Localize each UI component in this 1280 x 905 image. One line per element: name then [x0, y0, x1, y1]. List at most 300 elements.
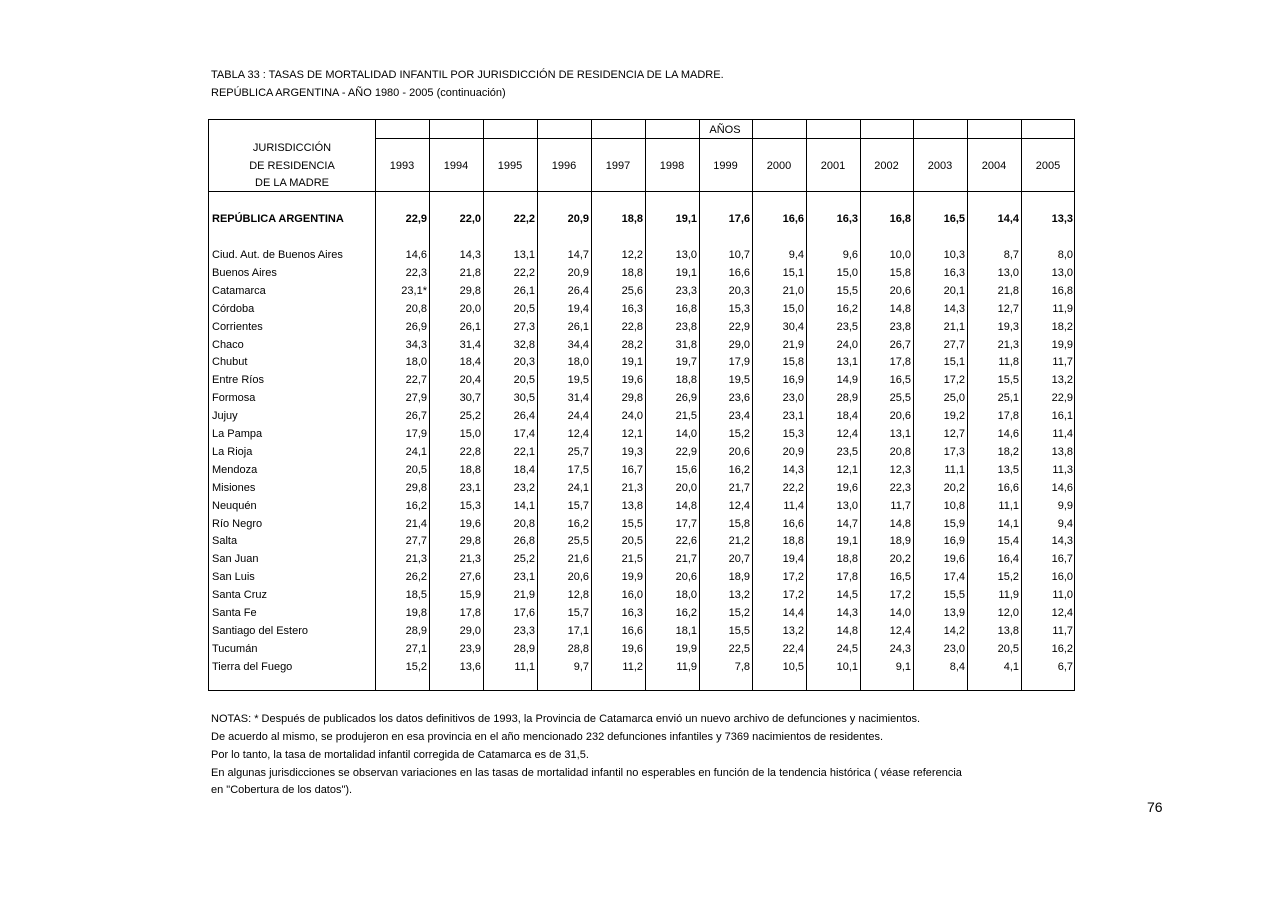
- table-row-value-1995: 25,2: [513, 553, 535, 565]
- table-row-value-1997: 16,0: [621, 589, 643, 601]
- table-row-value-2004: 15,5: [997, 374, 1019, 386]
- table-row-value-2001: 14,5: [836, 589, 858, 601]
- table-row-value-2002: 20,2: [889, 553, 911, 565]
- note-line: Por lo tanto, la tasa de mortalidad infantil corregida de Catamarca es de 31,5.: [211, 749, 589, 761]
- table-row-value-2005: 19,9: [1051, 339, 1073, 351]
- table-row-value-2002: 13,1: [889, 428, 911, 440]
- table-row-value-2002: 14,0: [889, 607, 911, 619]
- table-row-value-1993: 14,6: [405, 249, 427, 261]
- table-row-value-1998: 15,6: [675, 464, 697, 476]
- table-row-label: San Luis: [212, 571, 255, 583]
- table-row-value-1999: 23,6: [728, 392, 750, 404]
- table-row-value-2002: 18,9: [889, 535, 911, 547]
- table-row-value-1995: 26,1: [513, 285, 535, 297]
- table-row-label: Tierra del Fuego: [212, 661, 293, 673]
- table-row-value-1996: 26,1: [567, 321, 589, 333]
- column-divider: [860, 120, 861, 690]
- note-line: En algunas jurisdicciones se observan variaciones en las tasas de mortalidad infantil no esperables en función de la tendencia histórica ( véase referencia: [211, 767, 962, 779]
- table-row-value-1994: 29,8: [459, 535, 481, 547]
- table-row-value-1993: 34,3: [405, 339, 427, 351]
- table-row-label: Catamarca: [212, 285, 266, 297]
- table-row-value-1993: 18,5: [405, 589, 427, 601]
- table-row-label: Mendoza: [212, 464, 258, 476]
- table-row-value-2005: 16,8: [1051, 285, 1073, 297]
- table-row-value-1997: 25,6: [621, 285, 643, 297]
- table-row-value-1999: 17,9: [728, 356, 750, 368]
- table-row-value-2005: 14,3: [1051, 535, 1073, 547]
- table-row-value-1998: 17,7: [675, 518, 697, 530]
- table-row-value-2002: 20,6: [889, 410, 911, 422]
- table-row-value-1993: 16,2: [405, 500, 427, 512]
- table-row-value-2001: 23,5: [836, 321, 858, 333]
- table-row-value-2005: 11,0: [1052, 589, 1073, 601]
- table-row-value-1994: 15,9: [459, 589, 481, 601]
- table-row-value-1994: 20,4: [459, 374, 481, 386]
- table-row-value-2003: 10,3: [943, 249, 965, 261]
- table-row-value-1999: 15,2: [728, 607, 750, 619]
- table-row-value-2002: 25,5: [889, 392, 911, 404]
- table-row-value-1996: 17,1: [567, 625, 589, 637]
- table-row-value-1993: 21,3: [405, 553, 427, 565]
- table-row-value-2003: 17,4: [943, 571, 965, 583]
- table-row-value-2005: 9,4: [1057, 518, 1073, 530]
- table-row-value-1997: 19,6: [621, 374, 643, 386]
- table-row-value-1994: 22,8: [459, 446, 481, 458]
- table-row-value-1993: 17,9: [405, 428, 427, 440]
- table-row-value-1996: 25,5: [567, 535, 589, 547]
- table-row-value-2002: 24,3: [889, 643, 911, 655]
- table-row-value-2001: 19,6: [836, 482, 858, 494]
- table-row-value-1997: 22,8: [621, 321, 643, 333]
- table-row-value-1999: 20,6: [728, 446, 750, 458]
- year-header-2000: 2000: [766, 160, 792, 172]
- table-row-value-2005: 11,9: [1052, 303, 1073, 315]
- table-row-value-1996: 25,7: [567, 446, 589, 458]
- table-row-value-2004: 11,9: [998, 589, 1019, 601]
- table-row-value-1995: 17,6: [513, 607, 535, 619]
- table-row-value-1997: 21,3: [621, 482, 643, 494]
- table-row-label: Santa Cruz: [212, 589, 268, 601]
- column-divider: [483, 120, 484, 690]
- table-row-label: Santiago del Estero: [212, 625, 309, 637]
- table-row-value-1998: 18,1: [675, 625, 697, 637]
- table-row-value-1998: 19,1: [675, 267, 697, 279]
- table-row-value-2004: 12,7: [997, 303, 1019, 315]
- table-row-value-1993: 15,2: [405, 661, 427, 673]
- table-row-value-1996: 26,4: [567, 285, 589, 297]
- table-row-value-1999: 20,7: [728, 553, 750, 565]
- table-row-value-2000: 17,2: [782, 571, 804, 583]
- table-row-value-1997: 19,3: [621, 446, 643, 458]
- table-row-value-1997: 12,1: [621, 428, 643, 440]
- table-row-value-2001: 14,7: [836, 518, 858, 530]
- total-row-value-1998: 19,1: [675, 213, 697, 225]
- column-divider: [806, 120, 807, 690]
- table-row-value-1998: 18,0: [675, 589, 697, 601]
- table-row-value-1995: 13,1: [513, 249, 535, 261]
- table-row-value-1994: 27,6: [459, 571, 481, 583]
- table-row-value-1993: 20,8: [405, 303, 427, 315]
- table-row-value-1993: 23,1*: [401, 285, 427, 297]
- column-divider: [645, 120, 646, 690]
- table-row-value-1999: 7,8: [734, 661, 750, 673]
- table-row-value-2003: 25,0: [943, 392, 965, 404]
- total-row-value-1994: 22,0: [459, 213, 481, 225]
- table-row-value-2003: 12,7: [943, 428, 965, 440]
- table-row-value-1995: 28,9: [513, 643, 535, 655]
- table-row-value-1994: 25,2: [459, 410, 481, 422]
- year-header-2001: 2001: [820, 160, 846, 172]
- table-row-value-2000: 10,5: [782, 661, 804, 673]
- table-row-value-1993: 29,8: [405, 482, 427, 494]
- table-row-value-1995: 32,8: [513, 339, 535, 351]
- table-row-value-2003: 10,8: [943, 500, 965, 512]
- table-row-value-1999: 12,4: [728, 500, 750, 512]
- table-row-value-1998: 23,3: [675, 285, 697, 297]
- table-row-value-2003: 17,2: [943, 374, 965, 386]
- table-row-value-2003: 21,1: [943, 321, 965, 333]
- table-row-value-2000: 22,2: [782, 482, 804, 494]
- table-row-value-2000: 23,0: [782, 392, 804, 404]
- table-row-value-1997: 15,5: [621, 518, 643, 530]
- table-row-value-2004: 16,4: [997, 553, 1019, 565]
- column-divider: [967, 120, 968, 690]
- table-row-value-2004: 14,1: [997, 518, 1019, 530]
- table-row-value-1996: 9,7: [573, 661, 589, 673]
- table-row-value-1995: 23,1: [513, 571, 535, 583]
- table-row-value-1995: 26,4: [513, 410, 535, 422]
- table-row-value-1997: 19,6: [621, 643, 643, 655]
- table-row-value-2000: 21,0: [782, 285, 804, 297]
- note-line: NOTAS: * Después de publicados los datos definitivos de 1993, la Provincia de Catamarca envió un nuevo archivo de defunciones y nacimientos.: [211, 713, 921, 725]
- table-row-value-1993: 21,4: [405, 518, 427, 530]
- table-row-value-2005: 16,2: [1051, 643, 1073, 655]
- table-row-value-2004: 21,8: [997, 285, 1019, 297]
- column-divider: [429, 120, 430, 690]
- total-row-value-2004: 14,4: [997, 213, 1019, 225]
- table-row-label: Formosa: [212, 392, 256, 404]
- table-row-value-1999: 16,2: [728, 464, 750, 476]
- table-row-value-1996: 19,5: [567, 374, 589, 386]
- table-row-value-2000: 22,4: [782, 643, 804, 655]
- table-row-value-2003: 16,3: [943, 267, 965, 279]
- table-row-value-1999: 18,9: [728, 571, 750, 583]
- table-row-value-1998: 16,8: [675, 303, 697, 315]
- table-row-value-1995: 20,3: [513, 356, 535, 368]
- table-row-value-1997: 20,5: [621, 535, 643, 547]
- table-row-value-1998: 13,0: [675, 249, 697, 261]
- table-row-value-1995: 22,1: [513, 446, 535, 458]
- column-divider: [375, 120, 376, 690]
- table-row-value-2005: 6,7: [1057, 661, 1073, 673]
- table-row-value-1998: 19,9: [675, 643, 697, 655]
- table-row-label: Entre Ríos: [212, 374, 264, 386]
- table-row-value-2000: 23,1: [782, 410, 804, 422]
- table-row-label: Jujuy: [212, 410, 238, 422]
- table-row-value-2000: 15,8: [782, 356, 804, 368]
- table-row-value-1997: 16,6: [621, 625, 643, 637]
- table-row-value-2000: 15,0: [782, 303, 804, 315]
- table-row-value-2002: 9,1: [895, 661, 911, 673]
- table-row-value-2003: 8,4: [949, 661, 965, 673]
- jurisdiction-header-line: DE RESIDENCIA: [249, 160, 335, 172]
- table-row-value-2000: 13,2: [782, 625, 804, 637]
- table-row-value-2005: 16,1: [1051, 410, 1073, 422]
- table-row-value-1994: 21,3: [459, 553, 481, 565]
- table-row-value-1994: 26,1: [459, 321, 481, 333]
- table-row-value-1994: 29,8: [459, 285, 481, 297]
- table-row-value-2001: 14,9: [836, 374, 858, 386]
- table-row-value-1995: 17,4: [513, 428, 535, 440]
- table-row-value-2002: 15,8: [889, 267, 911, 279]
- table-row-value-2002: 22,3: [889, 482, 911, 494]
- table-row-value-1993: 28,9: [405, 625, 427, 637]
- table-row-value-1995: 18,4: [513, 464, 535, 476]
- table-row-value-1995: 20,5: [513, 303, 535, 315]
- table-row-value-1999: 22,5: [728, 643, 750, 655]
- table-row-value-1997: 11,2: [622, 661, 643, 673]
- table-row-value-1994: 15,3: [459, 500, 481, 512]
- table-row-value-2000: 16,6: [782, 518, 804, 530]
- table-row-value-2003: 16,9: [943, 535, 965, 547]
- table-row-value-1998: 21,7: [675, 553, 697, 565]
- total-row-label: REPÚBLICA ARGENTINA: [212, 213, 344, 225]
- year-header-2005: 2005: [1035, 160, 1061, 172]
- table-row-value-2004: 12,0: [997, 607, 1019, 619]
- table-row-value-1996: 31,4: [567, 392, 589, 404]
- year-header-2002: 2002: [874, 160, 899, 172]
- table-row-value-1993: 27,7: [405, 535, 427, 547]
- table-row-value-1999: 21,2: [728, 535, 750, 547]
- header-bottom-divider: [209, 191, 1075, 192]
- table-subtitle: REPÚBLICA ARGENTINA - AÑO 1980 - 2005 (continuación): [211, 87, 506, 99]
- table-row-value-2005: 13,0: [1051, 267, 1073, 279]
- year-header-1998: 1998: [659, 160, 685, 172]
- note-line: De acuerdo al mismo, se produjeron en esa provincia en el año mencionado 232 defunciones infantiles y 7369 nacimientos de residentes.: [211, 731, 884, 743]
- total-row-value-1995: 22,2: [513, 213, 535, 225]
- table-row-value-1994: 18,4: [459, 356, 481, 368]
- table-row-value-2000: 15,3: [782, 428, 804, 440]
- table-row-value-1994: 23,9: [459, 643, 481, 655]
- table-row-value-1995: 26,8: [513, 535, 535, 547]
- column-divider: [913, 120, 914, 690]
- table-row-value-2003: 11,1: [944, 464, 965, 476]
- table-row-value-2004: 13,8: [997, 625, 1019, 637]
- table-row-value-1997: 19,9: [621, 571, 643, 583]
- table-row-value-1999: 29,0: [728, 339, 750, 351]
- table-row-value-1997: 12,2: [621, 249, 643, 261]
- table-row-value-1995: 21,9: [513, 589, 535, 601]
- year-header-1999: 1999: [713, 160, 738, 172]
- table-row-value-1995: 23,2: [513, 482, 535, 494]
- table-row-value-1998: 20,0: [675, 482, 697, 494]
- table-row-value-1996: 18,0: [567, 356, 589, 368]
- table-row-value-1997: 16,3: [621, 607, 643, 619]
- table-row-value-2001: 23,5: [836, 446, 858, 458]
- table-row-value-1996: 34,4: [567, 339, 589, 351]
- table-row-value-2005: 16,0: [1051, 571, 1073, 583]
- table-row-value-2003: 15,9: [943, 518, 965, 530]
- table-row-value-1993: 20,5: [405, 464, 427, 476]
- table-row-value-2004: 25,1: [997, 392, 1019, 404]
- table-row-value-2000: 18,8: [782, 535, 804, 547]
- table-row-value-2003: 27,7: [943, 339, 965, 351]
- table-row-value-2005: 11,7: [1052, 625, 1073, 637]
- table-row-value-2000: 19,4: [782, 553, 804, 565]
- table-row-value-1998: 20,6: [675, 571, 697, 583]
- table-row-value-2005: 13,8: [1051, 446, 1073, 458]
- table-row-value-2002: 12,3: [889, 464, 911, 476]
- table-row-value-1999: 16,6: [728, 267, 750, 279]
- year-header-2003: 2003: [927, 160, 953, 172]
- table-row-value-2000: 30,4: [782, 321, 804, 333]
- total-row-value-1999: 17,6: [728, 213, 750, 225]
- years-group-header: AÑOS: [709, 124, 741, 136]
- table-row-value-1996: 24,4: [567, 410, 589, 422]
- table-row-value-1993: 22,3: [405, 267, 427, 279]
- table-row-value-1997: 16,3: [621, 303, 643, 315]
- year-header-1993: 1993: [389, 160, 415, 172]
- table-row-value-2001: 12,4: [836, 428, 858, 440]
- table-row-value-2003: 20,2: [943, 482, 965, 494]
- table-row-value-2001: 13,1: [836, 356, 858, 368]
- table-row-value-2005: 11,3: [1052, 464, 1073, 476]
- table-row-value-2005: 22,9: [1051, 392, 1073, 404]
- table-row-value-1998: 19,7: [675, 356, 697, 368]
- table-row-value-1993: 19,8: [405, 607, 427, 619]
- table-row-value-2001: 17,8: [836, 571, 858, 583]
- table-row-value-1999: 19,5: [728, 374, 750, 386]
- table-row-value-1999: 15,3: [728, 303, 750, 315]
- table-row-value-1993: 26,7: [405, 410, 427, 422]
- table-row-value-1996: 21,6: [567, 553, 589, 565]
- table-row-label: Córdoba: [212, 303, 255, 315]
- total-row-value-2001: 16,3: [836, 213, 858, 225]
- years-header-divider: [375, 138, 1075, 139]
- note-line: en "Cobertura de los datos").: [211, 784, 353, 796]
- table-row-value-1995: 23,3: [513, 625, 535, 637]
- table-row-value-1994: 20,0: [459, 303, 481, 315]
- table-row-value-2005: 9,9: [1057, 500, 1073, 512]
- table-row-value-2001: 9,6: [842, 249, 858, 261]
- table-row-value-2001: 18,8: [836, 553, 858, 565]
- total-row-value-1993: 22,9: [405, 213, 427, 225]
- table-row-value-2003: 14,2: [943, 625, 965, 637]
- table-row-value-2002: 17,8: [889, 356, 911, 368]
- table-row-value-2004: 15,4: [997, 535, 1019, 547]
- table-row-value-1996: 28,8: [567, 643, 589, 655]
- table-row-value-2002: 11,7: [890, 500, 911, 512]
- table-row-value-2000: 16,9: [782, 374, 804, 386]
- table-row-label: Misiones: [212, 482, 256, 494]
- table-row-value-1999: 23,4: [728, 410, 750, 422]
- table-row-label: La Rioja: [212, 446, 253, 458]
- table-row-value-1996: 15,7: [567, 500, 589, 512]
- table-row-value-1994: 18,8: [459, 464, 481, 476]
- table-row-value-2004: 17,8: [997, 410, 1019, 422]
- table-row-value-1997: 29,8: [621, 392, 643, 404]
- table-row-value-2002: 14,8: [889, 518, 911, 530]
- table-row-value-1999: 15,2: [728, 428, 750, 440]
- total-row-value-1997: 18,8: [621, 213, 643, 225]
- table-row-value-2004: 20,5: [997, 643, 1019, 655]
- table-title: TABLA 33 : TASAS DE MORTALIDAD INFANTIL POR JURISDICCIÓN DE RESIDENCIA DE LA MADRE.: [211, 69, 724, 81]
- table-row-value-2001: 16,2: [836, 303, 858, 315]
- table-row-value-2002: 26,7: [889, 339, 911, 351]
- table-row-value-1999: 15,8: [728, 518, 750, 530]
- table-row-value-2001: 28,9: [836, 392, 858, 404]
- mortality-table: [208, 119, 1075, 691]
- table-row-label: Salta: [212, 535, 238, 547]
- table-row-value-2004: 16,6: [997, 482, 1019, 494]
- table-row-value-1999: 15,5: [728, 625, 750, 637]
- table-row-value-2000: 14,4: [782, 607, 804, 619]
- table-row-value-1993: 22,7: [405, 374, 427, 386]
- table-row-value-2000: 20,9: [782, 446, 804, 458]
- table-row-value-2001: 15,0: [836, 267, 858, 279]
- table-row-value-1996: 14,7: [567, 249, 589, 261]
- table-row-value-2002: 20,8: [889, 446, 911, 458]
- column-divider: [591, 120, 592, 690]
- table-row-value-2005: 13,2: [1051, 374, 1073, 386]
- table-row-value-1993: 24,1: [405, 446, 427, 458]
- table-row-value-1998: 21,5: [675, 410, 697, 422]
- table-row-value-1999: 10,7: [728, 249, 750, 261]
- table-row-value-1999: 22,9: [728, 321, 750, 333]
- table-row-value-2000: 11,4: [783, 500, 804, 512]
- table-row-value-2001: 10,1: [836, 661, 858, 673]
- total-row-value-2005: 13,3: [1051, 213, 1073, 225]
- table-row-value-1995: 22,2: [513, 267, 535, 279]
- table-row-value-2004: 8,7: [1003, 249, 1019, 261]
- table-row-value-1994: 29,0: [459, 625, 481, 637]
- table-row-value-2003: 14,3: [943, 303, 965, 315]
- table-row-value-1997: 13,8: [621, 500, 643, 512]
- total-row-value-2002: 16,8: [889, 213, 911, 225]
- table-row-value-2004: 4,1: [1003, 661, 1019, 673]
- table-row-value-2004: 11,1: [998, 500, 1019, 512]
- table-row-label: Ciud. Aut. de Buenos Aires: [212, 249, 343, 261]
- table-row-value-2001: 14,3: [836, 607, 858, 619]
- table-row-value-1997: 24,0: [621, 410, 643, 422]
- table-row-value-1998: 31,8: [675, 339, 697, 351]
- year-header-1996: 1996: [551, 160, 577, 172]
- table-row-value-2003: 17,3: [943, 446, 965, 458]
- table-row-value-2002: 12,4: [889, 625, 911, 637]
- table-row-value-2004: 11,8: [998, 356, 1019, 368]
- table-row-value-2000: 17,2: [782, 589, 804, 601]
- table-row-value-2003: 19,6: [943, 553, 965, 565]
- table-row-value-1997: 28,2: [621, 339, 643, 351]
- table-row-value-1994: 19,6: [459, 518, 481, 530]
- table-row-value-2002: 14,8: [889, 303, 911, 315]
- table-row-value-1994: 14,3: [459, 249, 481, 261]
- table-row-label: Santa Fe: [212, 607, 257, 619]
- table-row-value-2005: 11,7: [1052, 356, 1073, 368]
- table-row-value-1993: 27,9: [405, 392, 427, 404]
- table-row-value-1996: 17,5: [567, 464, 589, 476]
- year-header-1997: 1997: [605, 160, 631, 172]
- table-row-value-1993: 26,9: [405, 321, 427, 333]
- table-row-value-1996: 12,8: [567, 589, 589, 601]
- table-row-value-2005: 14,6: [1051, 482, 1073, 494]
- table-row-value-1997: 21,5: [621, 553, 643, 565]
- table-row-value-2004: 14,6: [997, 428, 1019, 440]
- table-row-value-2002: 16,5: [889, 374, 911, 386]
- table-row-value-2003: 23,0: [943, 643, 965, 655]
- table-row-value-2002: 16,5: [889, 571, 911, 583]
- table-row-value-1999: 13,2: [728, 589, 750, 601]
